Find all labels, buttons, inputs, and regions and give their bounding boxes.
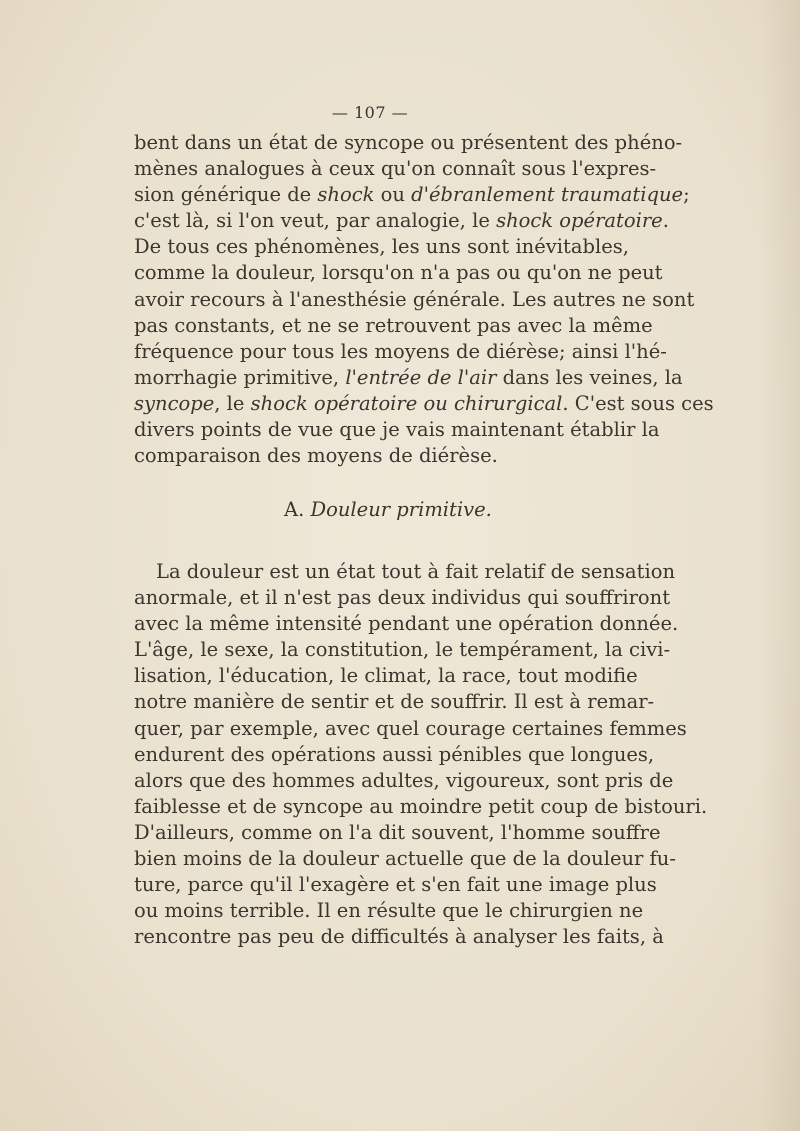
text-line	[134, 234, 629, 260]
text-line	[134, 663, 638, 689]
section-heading	[284, 498, 492, 521]
page-edge-shading	[760, 0, 800, 1131]
text-run: c'est là, si l'on veut, par analogie, le	[134, 209, 497, 233]
text-run: bien moins de la douleur actuelle que de la douleur fu-	[134, 847, 676, 871]
text-run: endurent des opérations aussi pénibles que longues,	[134, 742, 655, 766]
text-run: .	[662, 209, 669, 233]
text-run: quer, par exemple, avec quel courage certaines femmes	[134, 716, 687, 740]
text-run: La douleur est un état tout à fait relatif de sensation	[156, 560, 675, 583]
text-run: rencontre pas peu de difficultés à analyser les faits, à	[134, 925, 664, 949]
text-run: L'âge, le sexe, la constitution, le tempérament, la civi-	[134, 638, 671, 662]
text-line	[134, 794, 708, 820]
text-run: faiblesse et de syncope au moindre petit coup de bistouri.	[134, 794, 708, 818]
text-line	[134, 417, 660, 443]
text-run: comparaison des moyens de diérèse.	[134, 444, 498, 468]
text-run: bent dans un état de syncope ou présentent des phéno-	[134, 131, 683, 154]
text-line	[134, 313, 653, 339]
text-run: fréquence pour tous les moyens de diérèse; ainsi l'hé-	[134, 339, 667, 363]
text-run: alors que des hommes adultes, vigoureux, sont pris de	[134, 768, 674, 792]
section-letter: A.	[284, 498, 305, 521]
text-line	[134, 443, 612, 469]
italic-text: d'ébranlement traumatique	[411, 183, 684, 207]
text-run: pas constants, et ne se retrouvent pas avec la même	[134, 313, 653, 337]
text-run: avec la même intensité pendant une opération donnée.	[134, 612, 679, 636]
text-line	[134, 742, 655, 768]
text-line	[134, 260, 663, 286]
text-run: anormale, et il n'est pas deux individus qui souffriront	[134, 586, 671, 610]
paragraph-2	[134, 559, 708, 950]
text-line	[134, 585, 671, 611]
text-line	[134, 559, 675, 585]
italic-text: syncope	[134, 391, 215, 415]
text-run: D'ailleurs, comme on l'a dit souvent, l'homme souffre	[134, 820, 661, 844]
text-line	[134, 391, 714, 417]
text-line	[134, 924, 664, 950]
italic-text: shock opératoire ou chirurgical	[250, 391, 563, 415]
text-run: morrhagie primitive,	[134, 365, 346, 389]
text-line	[134, 182, 690, 208]
text-line	[134, 846, 676, 872]
text-line	[134, 130, 683, 156]
text-line	[134, 716, 687, 742]
text-run: comme la douleur, lorsqu'on n'a pas ou qu'on ne peut	[134, 261, 663, 285]
text-run: . C'est sous ces	[562, 391, 714, 415]
text-line	[134, 339, 667, 365]
text-line	[134, 208, 669, 234]
text-run: ou	[374, 183, 412, 207]
text-line	[134, 637, 671, 663]
text-run: notre manière de sentir et de souffrir. Il est à remar-	[134, 690, 655, 714]
section-title: Douleur primitive.	[310, 498, 492, 521]
text-run: sion générique de	[134, 183, 318, 207]
text-line	[134, 768, 674, 794]
text-line	[134, 898, 644, 924]
italic-text: l'entrée de l'air	[345, 365, 497, 389]
text-run: , le	[214, 391, 251, 415]
text-line	[134, 287, 695, 313]
text-run: ou moins terrible. Il en résulte que le chirurgien ne	[134, 899, 644, 923]
italic-text: shock	[317, 183, 375, 207]
text-run: divers points de vue que je vais maintenant établir la	[134, 418, 660, 442]
text-run: dans les veines, la	[496, 365, 683, 389]
text-line	[134, 365, 683, 391]
text-line	[134, 820, 661, 846]
text-line	[134, 689, 655, 715]
text-line	[134, 156, 657, 182]
page-number: — 107 —	[331, 103, 409, 122]
text-run: ture, parce qu'il l'exagère et s'en fait une image plus	[134, 873, 657, 897]
text-run: ;	[683, 183, 690, 207]
italic-text: shock opératoire	[496, 209, 663, 233]
text-run: De tous ces phénomènes, les uns sont inévitables,	[134, 235, 629, 259]
text-line	[134, 611, 679, 637]
text-run: avoir recours à l'anesthésie générale. Les autres ne sont	[134, 287, 695, 311]
paragraph-1	[134, 130, 714, 469]
text-run: mènes analogues à ceux qu'on connaît sous l'expres-	[134, 157, 657, 181]
text-run: lisation, l'éducation, le climat, la race, tout modifie	[134, 664, 638, 688]
text-line	[134, 872, 657, 898]
